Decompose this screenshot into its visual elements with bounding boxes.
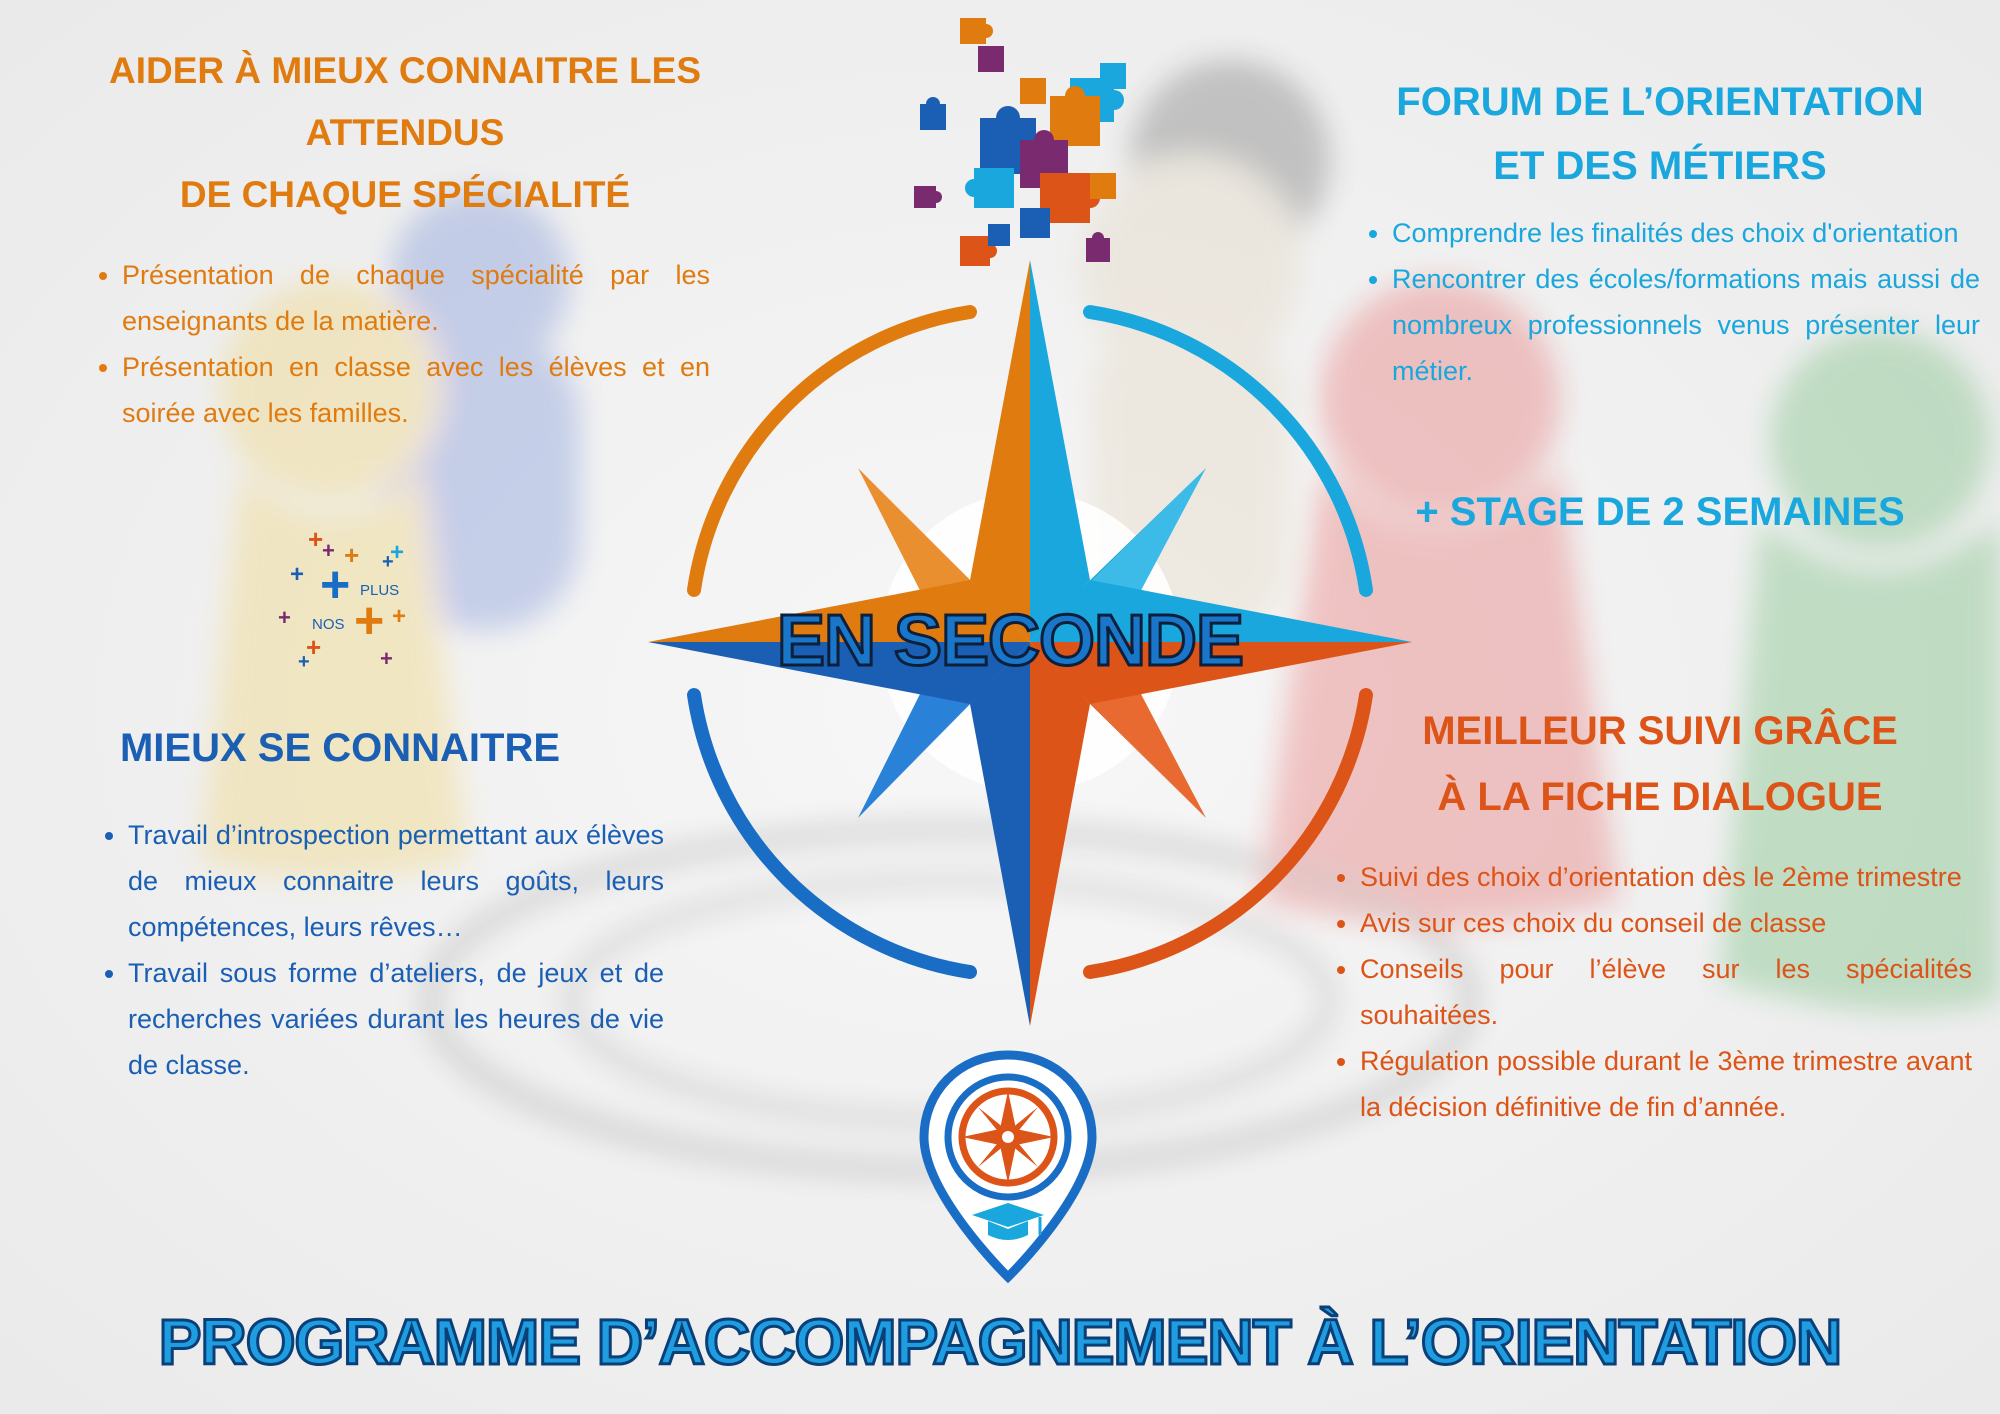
list-fiche-dialogue <box>1330 854 1972 1130</box>
svg-text:+: + <box>298 651 310 670</box>
svg-text:+: + <box>290 561 305 588</box>
svg-text:+: + <box>382 551 394 573</box>
plus-signs-logo-icon <box>270 520 430 670</box>
section-specialites <box>60 40 750 226</box>
section-title <box>60 40 750 226</box>
list-item: • Présentation de chaque spécialité par les enseignants de la matière. <box>122 252 710 344</box>
title-line-2: ET DES MÉTIERS <box>1493 144 1827 188</box>
list-item: • Avis sur ces choix du conseil de classe <box>1360 900 1972 946</box>
logo-small-word: PLUS <box>360 582 400 599</box>
puzzle-icon <box>900 8 1160 278</box>
list-item: • Rencontrer des écoles/formations mais aussi de nombreux professionnels venus présenter leur métier. <box>1392 256 1980 394</box>
list-se-connaitre <box>98 812 664 1088</box>
location-pin-icon <box>918 1045 1098 1285</box>
list-item: • Conseils pour l’élève sur les spécialités souhaitées. <box>1360 946 1972 1038</box>
svg-text:+: + <box>320 556 351 614</box>
list-specialites <box>92 252 710 436</box>
list-forum <box>1362 210 1980 394</box>
title-line-2: À LA FICHE DIALOGUE <box>1437 775 1883 819</box>
svg-text:+: + <box>390 539 405 566</box>
title-line-2: ATTENDUS <box>305 112 505 153</box>
title-line-1: AIDER À MIEUX CONNAITRE LES <box>108 50 702 91</box>
logo-big-word: NOS <box>312 616 345 633</box>
list-item: • Travail d’introspection permettant aux élèves de mieux connaitre leurs goûts, leurs compétences, leurs rêves… <box>128 812 664 950</box>
svg-text:+: + <box>308 524 324 554</box>
title-line-3: DE CHAQUE SPÉCIALITÉ <box>179 174 631 215</box>
svg-text:+: + <box>344 540 360 570</box>
section-title <box>1340 698 1980 830</box>
section-forum <box>1340 70 1980 198</box>
section-title <box>1340 70 1980 198</box>
title-line-1: FORUM DE L’ORIENTATION <box>1396 80 1924 124</box>
list-item: • Suivi des choix d’orientation dès le 2ème trimestre <box>1360 854 1972 900</box>
stage-label: + STAGE DE 2 SEMAINES <box>1415 490 1905 534</box>
section-fiche-dialogue <box>1340 698 1980 830</box>
list-item: • Comprendre les finalités des choix d'orientation <box>1392 210 1980 256</box>
section-title-se-connaitre: MIEUX SE CONNAITRE <box>119 726 561 770</box>
center-label: EN SECONDE <box>776 601 1244 681</box>
svg-text:+: + <box>306 632 322 662</box>
svg-text:+: + <box>322 538 335 563</box>
svg-text:+: + <box>380 646 393 670</box>
svg-text:+: + <box>392 603 407 630</box>
list-item: • Régulation possible durant le 3ème trimestre avant la décision définitive de fin d’année. <box>1360 1038 1972 1130</box>
svg-text:+: + <box>354 592 385 650</box>
title-line-1: MEILLEUR SUIVI GRÂCE <box>1422 709 1898 753</box>
svg-text:+: + <box>278 605 291 630</box>
footer-title: PROGRAMME D’ACCOMPAGNEMENT À L’ORIENTATION <box>158 1306 1842 1378</box>
list-item: • Présentation en classe avec les élèves et en soirée avec les familles. <box>122 344 710 436</box>
list-item: • Travail sous forme d’ateliers, de jeux et de recherches variées durant les heures de vie de classe. <box>128 950 664 1088</box>
